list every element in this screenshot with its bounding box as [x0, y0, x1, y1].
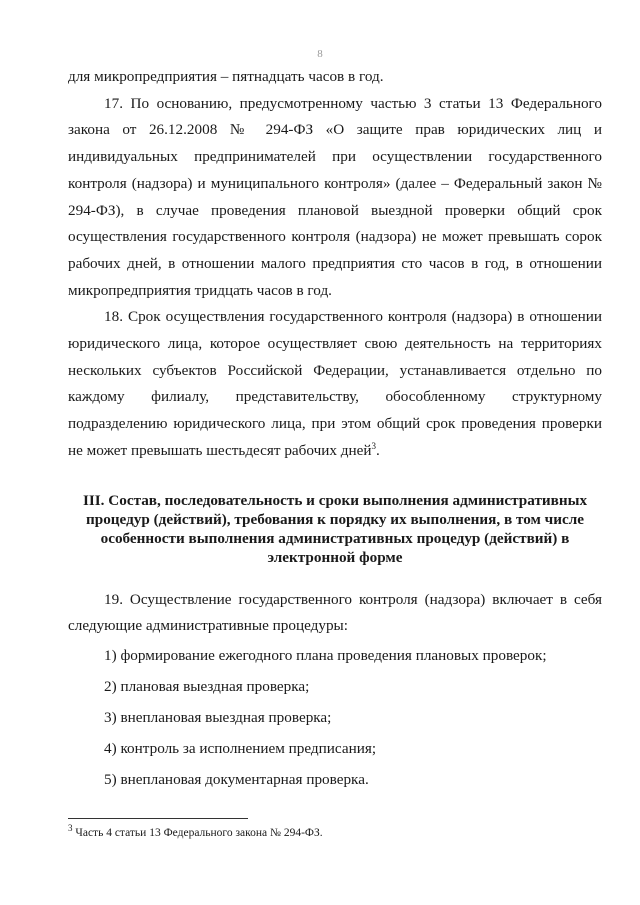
list-item: 5) внеплановая документарная проверка. — [104, 770, 369, 788]
footnote-divider — [68, 818, 248, 819]
paragraph-19: 19. Осуществление государственного контроля (надзора) включает в себя следующие административные процедуры: — [68, 590, 602, 635]
document-body — [68, 64, 602, 795]
footnote-marker: 3 — [68, 823, 73, 834]
list-item: 4) контроль за исполнением предписания; — [104, 739, 377, 757]
paragraph-18-end: . — [375, 441, 380, 459]
list-item: 3) внеплановая выездная проверка; — [104, 708, 332, 726]
list-item: 1) формирование ежегодного плана проведения плановых проверок; — [104, 646, 547, 664]
footnote — [68, 823, 602, 840]
footnote-text: Часть 4 статьи 13 Федерального закона № 294-ФЗ. — [75, 827, 323, 839]
section-heading: III. Состав, последовательность и сроки выполнения административных процедур (действий), требования к порядку их выполнения, в том числе особенности выполнения административных процедур (действий) в электронной форме — [82, 491, 588, 566]
paragraph-18 — [68, 304, 602, 464]
paragraph-18-text: 18. Срок осуществления государственного контроля (надзора) в отношении юридического лица, которое осуществляет свою деятельность на территориях нескольких субъектов Российской Федерации, устанавливается отдельно по каждому филиалу, представительству, обособленному структурному подразделению юридического лица, при этом общий срок проведения проверки не может превышать шестьдесят рабочих дней — [68, 308, 602, 459]
paragraph-intro: для микропредприятия – пятнадцать часов в год. — [68, 68, 384, 85]
page-number: 8 — [317, 48, 323, 60]
list-item: 2) плановая выездная проверка; — [104, 677, 310, 695]
procedures-list — [68, 640, 602, 795]
footnote-reference[interactable]: 3 — [371, 440, 376, 451]
paragraph-17: 17. По основанию, предусмотренному частью 3 статьи 13 Федерального закона от 26.12.2008 № 294-ФЗ «О защите прав юридических лиц и индивидуальных предпринимателей при осуществлении государственного контроля (надзора) и муниципального контроля» (далее – Федеральный закон № 294-ФЗ), в случае проведения плановой выездной проверки общий срок осуществления государственного контроля (надзора) не может превышать сорок рабочих дней, в отношении малого предприятия сто часов в год, в отношении микропредприятия тридцать часов в год. — [68, 94, 602, 299]
